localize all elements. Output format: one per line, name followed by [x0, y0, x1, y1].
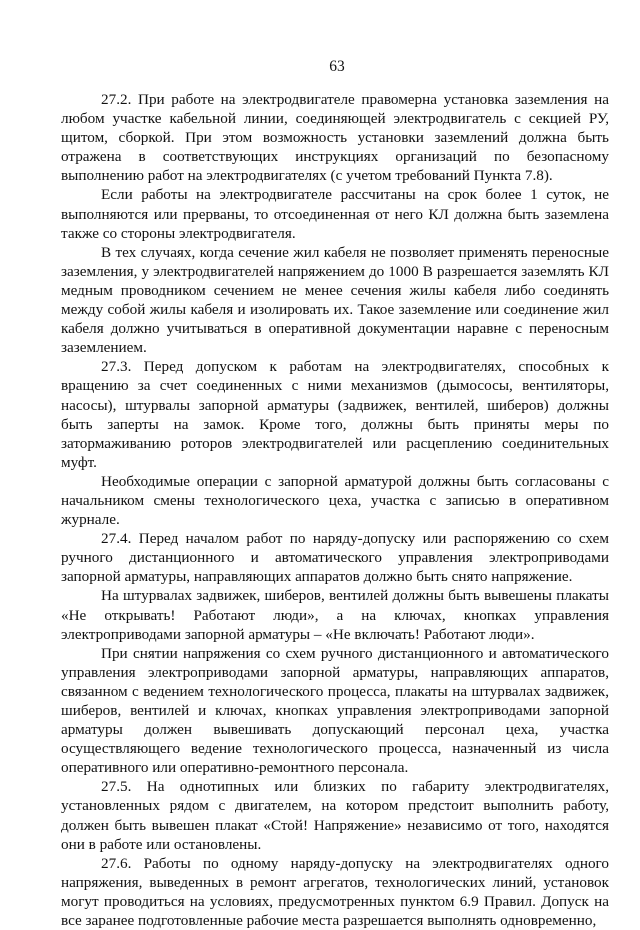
paragraph-valve-operations: Необходимые операции с запорной арматурой должны быть согласованы с начальником смены технологического цеха, участка с записью в оперативном журнале.: [61, 472, 609, 529]
paragraph-voltage-removal: При снятии напряжения со схем ручного дистанционного и автоматического управления электроприводами запорной арматуры, направляющих аппаратов, связанном с ведением технологического процесса, плакаты на штурвалах задвижек, шиберов, вентилей и ключах, кнопках управления электроприводами запорной арматуры должен вывешивать допускающий персонал цеха, участка осуществляющего ведение технологического процесса, назначенный из числа оперативного или оперативно-ремонтного персонала.: [61, 644, 609, 777]
body-text: [61, 90, 609, 930]
paragraph-27-5: 27.5. На однотипных или близких по габариту электродвигателях, установленных рядом с двигателем, на котором предстоит выполнить работу, должен быть вывешен плакат «Стой! Напряжение» независимо от того, находятся они в работе или остановлены.: [61, 778, 609, 853]
paragraph-posters: На штурвалах задвижек, шиберов, вентилей должны быть вывешены плакаты «Не открывать! Работают люди», а на ключах, кнопках управления электроприводами запорной арматуры – «Не включать! Работают люди».: [61, 587, 609, 643]
paragraph-27-6: 27.6. Работы по одному наряду-допуску на электродвигателях одного напряжения, выведенных в ремонт агрегатов, технологических линий, установок могут проводиться на условиях, предусмотренных пунктом 6.9 Правил. Допуск на все заранее подготовленные рабочие места разрешается выполнять одновременно,: [61, 854, 609, 930]
paragraph-27-2: 27.2. При работе на электродвигателе правомерна установка заземления на любом участке кабельной линии, соединяющей электродвигатель с секцией РУ, щитом, сборкой. При этом возможность установки заземлений должна быть отражена в соответствующих инструкциях организаций по безопасному выполнению работ на электродвигателях (с учетом требований Пункта 7.8).: [61, 91, 609, 185]
paragraph-27-4: 27.4. Перед началом работ по наряду-допуску или распоряжению со схем ручного дистанционного и автоматического управления электроприводами запорной арматуры, направляющих аппаратов должно быть снято напряжение.: [61, 530, 609, 586]
paragraph-cable-grounding: В тех случаях, когда сечение жил кабеля не позволяет применять переносные заземления, у электродвигателей напряжением до 1000 В разрешается заземлять КЛ медным проводником сечением не менее сечения жилы кабеля либо соединять между собой жилы кабеля и изолировать их. Такое заземление или соединение жил кабеля должно учитываться в оперативной документации наравне с переносным заземлением.: [61, 243, 609, 357]
paragraph-duration: Если работы на электродвигателе рассчитаны на срок более 1 суток, не выполняются или прерваны, то отсоединенная от него КЛ должна быть заземлена также со стороны электродвигателя.: [61, 186, 609, 242]
paragraph-27-3: 27.3. Перед допуском к работам на электродвигателях, способных к вращению за счет соединенных с ними механизмов (дымососы, вентиляторы, насосы), штурвалы запорной арматуры (задвижек, вентилей, шиберов) должны быть заперты на замок. Кроме того, должны быть приняты меры по затормаживанию роторов электродвигателей или расцеплению соединительных муфт.: [61, 358, 609, 471]
page-number: 63: [329, 58, 345, 75]
